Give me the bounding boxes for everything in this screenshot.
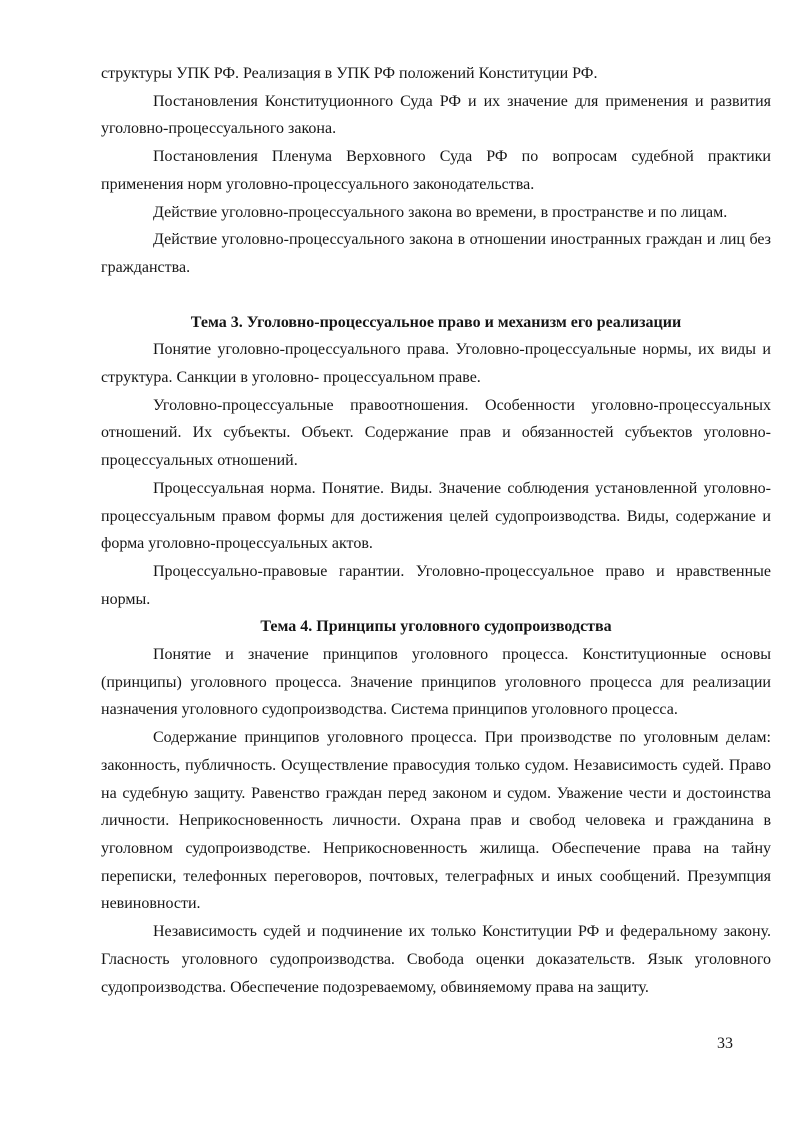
paragraph: Уголовно-процессуальные правоотношения. Особенности уголовно-процессуальных отношений. Их субъекты. Объект. Содержание прав и обязанностей субъектов уголовно-процессуальных отношений. [101, 396, 771, 470]
paragraph: Понятие уголовно-процессуального права. Уголовно-процессуальные нормы, их виды и структура. Санкции в уголовно- процессуальном праве. [101, 341, 771, 387]
document-content [101, 60, 771, 1001]
paragraph: Независимость судей и подчинение их только Конституции РФ и федеральному закону. Гласность уголовного судопроизводства. Свобода оценки доказательств. Язык уголовного судопроизводства. Обеспечение подозреваемому, обвиняемому права на защиту. [101, 923, 771, 996]
paragraph: Постановления Пленума Верховного Суда РФ по вопросам судебной практики применения норм уголовно-процессуального законодательства. [101, 148, 771, 193]
paragraph: Процессуально-правовые гарантии. Уголовно-процессуальное право и нравственные нормы. [101, 562, 771, 608]
section-heading-tema-3: Тема 3. Уголовно-процессуальное право и механизм его реализации [190, 313, 682, 331]
paragraph: Постановления Конституционного Суда РФ и их значение для применения и развития уголовно-процессуального закона. [101, 92, 771, 138]
page-number: 33 [717, 1035, 733, 1052]
paragraph: Процессуальная норма. Понятие. Виды. Значение соблюдения установленной уголовно-процессуальным правом формы для достижения целей судопроизводства. Виды, содержание и форма уголовно-процессуальных актов. [101, 479, 771, 553]
paragraph: Понятие и значение принципов уголовного процесса. Конституционные основы (принципы) уголовного процесса. Значение принципов уголовного процесса для реализации назначения уголовного судопроизводства. Система принципов уголовного процесса. [101, 646, 771, 719]
paragraph: Содержание принципов уголовного процесса. При производстве по уголовным делам: законность, публичность. Осуществление правосудия только судом. Независимость судей. Право на судебную защиту. Равенство граждан перед законом и судом. Уважение чести и достоинства личности. Неприкосновенность личности. Охрана прав и свобод человека и гражданина в уголовном судопроизводстве. Неприкосновенность жилища. Обеспечение права на тайну переписки, телефонных переговоров, почтовых, телеграфных и иных сообщений. Презумпция невиновности. [101, 729, 771, 913]
paragraph-continuation: структуры УПК РФ. Реализация в УПК РФ положений Конституции РФ. [101, 65, 598, 82]
section-heading-tema-4: Тема 4. Принципы уголовного судопроизводства [260, 618, 612, 636]
paragraph: Действие уголовно-процессуального закона во времени, в пространстве и по лицам. [153, 203, 728, 221]
paragraph: Действие уголовно-процессуального закона в отношении иностранных граждан и лиц без гражданства. [101, 231, 771, 276]
